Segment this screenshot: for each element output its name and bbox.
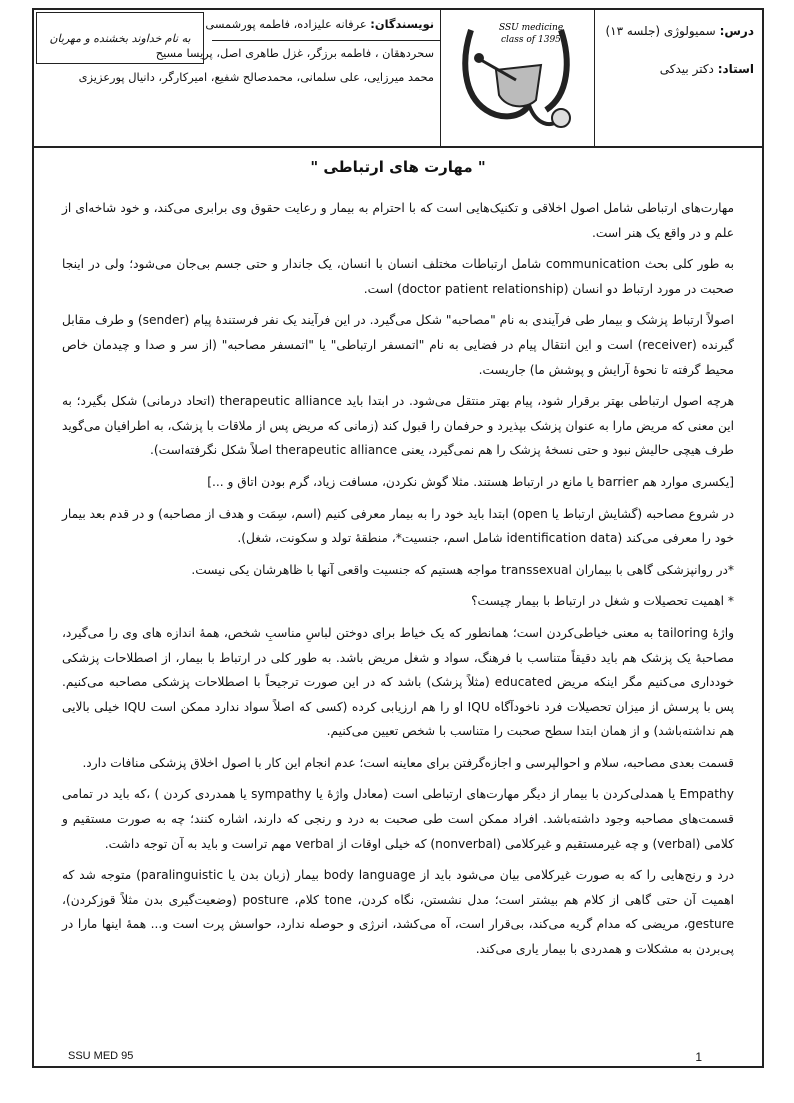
header — [34, 10, 762, 148]
paragraph-2: به طور کلی بحث communication شامل ارتباطات مختلف انسان با انسان، یک جاندار و حتی جسم بی‌جان می‌شود؛ ولی در اینجا صحبت در مورد ارتباط دو انسان (doctor patient relationship) است. — [62, 257, 734, 296]
authors-row-2: سحردهقان ، فاطمه برزگر، غزل طاهری اصل، پریسا مسیح — [155, 46, 434, 60]
page-frame — [32, 8, 764, 1068]
bism-cell — [34, 10, 212, 146]
paragraph-3: اصولاً ارتباط پزشک و بیمار طی فرآیندی به نام "مصاحبه" شکل می‌گیرد. در این فرآیند یک نفر فرستندهٔ پیام (sender) و طرف مقابل گیرنده (receiver) است و این انتقال پیام در فضایی به نام "اتمسفر ارتباطی" یا "اتمسفر مصاحبه" (از سر و صدا و چیدمان خاص محیط گرفته تا نحوهٔ آرایش و پوشش ما) جاریست. — [62, 313, 734, 377]
course-label: درس: — [719, 24, 754, 38]
paragraph-11: Empathy یا همدلی‌کردن با بیمار از دیگر مهارت‌های ارتباطی است (معادل واژهٔ یا sympathy یا همدردی کردن ) ،که باید در تمامی قسمت‌های مصاحبه وجود داشته‌باشد. افراد ممکن است طی صحبت به درد و رنجی که دارند، اشاره کنند؛ چه به صورت مستقیم و کلامی (verbal) و چه غیرمستقیم و غیرکلامی (nonverbal) که خیلی اوقات از verbal مهم تراست و باید به آن توجه داشت. — [62, 787, 734, 851]
paragraph-10: قسمت بعدی مصاحبه، سلام و احوالپرسی و اجازه‌گرفتن برای معاینه است؛ عدم انجام این کار با اصول اخلاق پزشکی منافات دارد. — [82, 755, 734, 770]
page-number: 1 — [695, 1050, 702, 1064]
course-info — [594, 10, 762, 146]
bism-text: به نام خداوند بخشنده و مهربان — [36, 12, 204, 64]
teacher-value: دکتر بیدکی — [659, 62, 714, 76]
paragraph-9: واژهٔ tailoring به معنی خیاطی‌کردن است؛ همانطور که یک خیاط برای دوختن لباسِ مناسبِ شخص، همهٔ اندازه های وی را می‌گیرد، مصاحبهٔ یک پزشک هم باید دقیقاً متناسب با فرهنگ، سواد و شغل مریض باشد. به طور کلی در ارتباط با بیمار، از اصطلاحات پزشکی خودداری می‌کنیم مگر اینکه مریض educated (مثلاً پزشک) باشد که در این صورت ترجیحاً با اصطلاحات پزشکی مصاحبه می‌کنیم. پس با پرسش از میزان تحصیلات فرد ناخودآگاه IQU او را هم ارزیابی کرده (کسی که اصلاً سواد ندارد ممکن است IQU خیلی بالایی هم نداشته‌باشد) و از همان ابتدا سطح صحبت را متناسب با شخص تعیین می‌کنیم. — [62, 625, 735, 739]
footer-label: SSU MED 95 — [68, 1050, 134, 1062]
authors-label: نویسندگان: — [370, 17, 434, 31]
authors-row-1: عرفانه علیزاده، فاطمه پورشمسی — [205, 17, 367, 31]
page-title: " مهارت های ارتباطی " — [310, 158, 486, 176]
paragraph-6: در شروع مصاحبه (گشایش ارتباط یا open) ابتدا باید خود را به بیمار معرفی کنیم (اسم، سِمَت و هدف از مصاحبه) و در قدم بعد بیمار خود را معرفی می‌کند (identification data شامل اسم، جنسیت*، منطقهٔ تولد و سکونت، شغل). — [62, 506, 734, 546]
paragraph-5: [یکسری موارد هم barrier یا مانع در ارتباط هستند. مثلا گوش نکردن، مسافت زیاد، گرم بودن اتاق و ...] — [207, 474, 734, 489]
course-value: سمیولوژی (جلسه ۱۳) — [605, 24, 716, 38]
body-content — [62, 196, 734, 969]
paragraph-8: * اهمیت تحصیلات و شغل در ارتباط با بیمار چیست؟ — [471, 594, 734, 609]
paragraph-1: مهارت‌های ارتباطی شامل اصول اخلاقی و تکنیک‌هایی است که با احترام به بیمار و رعایت حقوق وی برابری می‌کند، و خود شاخه‌ای از علم و در واقع یک هنر است. — [62, 201, 734, 240]
paragraph-7: *در روانپزشکی گاهی با بیماران transsexual مواجه هستیم که جنسیت واقعی آنها با ظاهرشان یکی نیست. — [191, 562, 734, 577]
logo — [440, 10, 594, 146]
stethoscope-logo-icon — [441, 10, 591, 144]
paragraph-4: هرچه اصول ارتباطی بهتر برقرار شود، پیام بهتر منتقل می‌شود. در ابتدا باید therapeutic alliance (اتحاد درمانی) شکل بگیرد؛ به این معنی که مریض مارا به عنوان پزشک بپذیرد و حرفمان را قبول کند (زمانی که مریض پس از ملاقات با پزشک، به اطرافیان می‌گوید طرف هیچی حالیش نبود و حتی نسخهٔ پزشک را هم نمی‌گیرد، یعنی therapeutic alliance اصلاً شکل نگرفته‌است). — [62, 394, 735, 458]
teacher-label: استاد: — [717, 62, 754, 76]
logo-text-1: SSU medicine — [499, 23, 564, 33]
paragraph-12: درد و رنج‌هایی را که به صورت غیرکلامی بیان می‌شود باید از body language بیمار (زبان بدن یا paralinguistic) متوجه شد که اهمیت آن حتی گاهی از کلام هم بیشتر است؛ مدل نشستن، نگاه کردن، tone کلام، posture (وضعیت‌گیری بدن مثلاً قوزکردن)، gesture، مریضی که مدام گریه می‌کند، بی‌قرار است، آه می‌کشد، انرژی و حوصله ندارد، حواسش پرت است و... همهٔ اینها مارا در پی‌بردن به مشکلات و همدردی با بیمار یاری می‌کند. — [62, 868, 734, 957]
authors-row-3: محمد میرزایی، علی سلمانی، محمدصالح شفیع، امیرکارگر، دانیال پورعزیزی — [78, 70, 434, 84]
logo-text-2: class of 1395 — [501, 35, 561, 45]
